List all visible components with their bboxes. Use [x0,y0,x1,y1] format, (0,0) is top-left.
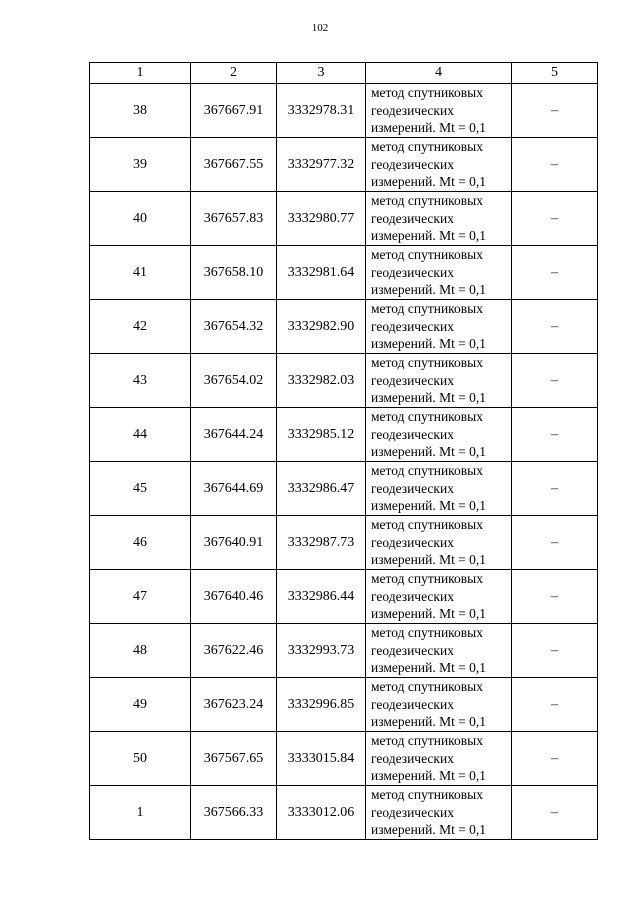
method-line: метод спутниковых [371,139,483,155]
method-line: измерений. Mt = 0,1 [371,228,487,244]
y-coordinate-cell: 3332982.90 [277,300,366,354]
table-row [90,192,598,246]
page-number: 102 [311,22,329,34]
method-cell [366,192,512,246]
method-line: геодезических [371,210,454,226]
method-line: геодезических [371,372,454,388]
method-line: измерений. Mt = 0,1 [371,552,487,568]
point-number-cell: 38 [90,84,191,138]
method-cell [366,138,512,192]
note-cell: – [512,192,598,246]
x-coordinate-cell: 367667.55 [191,138,277,192]
table-row [90,138,598,192]
method-line: метод спутниковых [371,625,483,641]
x-coordinate-cell: 367654.32 [191,300,277,354]
y-coordinate-cell: 3332993.73 [277,624,366,678]
point-number-cell: 47 [90,570,191,624]
method-line: геодезических [371,750,454,766]
method-cell [366,516,512,570]
method-line: измерений. Mt = 0,1 [371,606,487,622]
y-coordinate-cell: 3332978.31 [277,84,366,138]
header-cell-2: 2 [191,63,277,84]
note-cell: – [512,138,598,192]
method-cell [366,408,512,462]
method-line: метод спутниковых [371,301,483,317]
table-row [90,462,598,516]
method-line: метод спутниковых [371,679,483,695]
method-cell [366,354,512,408]
point-number-cell: 39 [90,138,191,192]
method-line: метод спутниковых [371,517,483,533]
method-line: метод спутниковых [371,463,483,479]
x-coordinate-cell: 367622.46 [191,624,277,678]
method-line: геодезических [371,264,454,280]
method-line: измерений. Mt = 0,1 [371,444,487,460]
note-cell: – [512,516,598,570]
point-number-cell: 41 [90,246,191,300]
point-number-cell: 40 [90,192,191,246]
point-number-cell: 49 [90,678,191,732]
table-row [90,570,598,624]
table-row [90,354,598,408]
note-cell: – [512,732,598,786]
point-number-cell: 1 [90,786,191,840]
y-coordinate-cell: 3332987.73 [277,516,366,570]
method-line: геодезических [371,588,454,604]
header-cell-4: 4 [366,63,512,84]
coordinates-table [89,62,598,840]
point-number-cell: 44 [90,408,191,462]
method-line: геодезических [371,480,454,496]
method-cell [366,624,512,678]
point-number-cell: 42 [90,300,191,354]
note-cell: – [512,624,598,678]
x-coordinate-cell: 367644.24 [191,408,277,462]
method-line: геодезических [371,642,454,658]
method-cell [366,84,512,138]
method-cell [366,678,512,732]
note-cell: – [512,462,598,516]
method-line: метод спутниковых [371,247,483,263]
y-coordinate-cell: 3332981.64 [277,246,366,300]
x-coordinate-cell: 367566.33 [191,786,277,840]
note-cell: – [512,354,598,408]
point-number-cell: 50 [90,732,191,786]
x-coordinate-cell: 367644.69 [191,462,277,516]
y-coordinate-cell: 3332986.44 [277,570,366,624]
method-cell [366,300,512,354]
x-coordinate-cell: 367654.02 [191,354,277,408]
method-cell [366,246,512,300]
x-coordinate-cell: 367640.91 [191,516,277,570]
table-body [90,84,598,840]
method-line: измерений. Mt = 0,1 [371,390,487,406]
note-cell: – [512,678,598,732]
method-line: метод спутниковых [371,85,483,101]
header-cell-3: 3 [277,63,366,84]
y-coordinate-cell: 3332985.12 [277,408,366,462]
method-line: метод спутниковых [371,571,483,587]
x-coordinate-cell: 367667.91 [191,84,277,138]
table-row [90,516,598,570]
header-cell-1: 1 [90,63,191,84]
note-cell: – [512,246,598,300]
note-cell: – [512,786,598,840]
x-coordinate-cell: 367640.46 [191,570,277,624]
header-row [90,63,598,84]
method-line: метод спутниковых [371,733,483,749]
method-line: геодезических [371,426,454,442]
method-line: измерений. Mt = 0,1 [371,282,487,298]
method-cell [366,786,512,840]
method-line: метод спутниковых [371,355,483,371]
method-line: измерений. Mt = 0,1 [371,498,487,514]
method-line: измерений. Mt = 0,1 [371,120,487,136]
table-row [90,246,598,300]
point-number-cell: 48 [90,624,191,678]
y-coordinate-cell: 3333012.06 [277,786,366,840]
y-coordinate-cell: 3332996.85 [277,678,366,732]
method-line: геодезических [371,156,454,172]
y-coordinate-cell: 3332986.47 [277,462,366,516]
y-coordinate-cell: 3333015.84 [277,732,366,786]
note-cell: – [512,570,598,624]
table-header [90,63,598,84]
x-coordinate-cell: 367657.83 [191,192,277,246]
table-row [90,84,598,138]
method-line: измерений. Mt = 0,1 [371,336,487,352]
method-cell [366,732,512,786]
method-line: измерений. Mt = 0,1 [371,714,487,730]
note-cell: – [512,84,598,138]
method-line: измерений. Mt = 0,1 [371,660,487,676]
method-line: измерений. Mt = 0,1 [371,768,487,784]
method-line: метод спутниковых [371,787,483,803]
x-coordinate-cell: 367567.65 [191,732,277,786]
method-line: геодезических [371,804,454,820]
method-line: геодезических [371,696,454,712]
y-coordinate-cell: 3332977.32 [277,138,366,192]
note-cell: – [512,408,598,462]
table-row [90,732,598,786]
point-number-cell: 43 [90,354,191,408]
table-row [90,300,598,354]
method-line: геодезических [371,102,454,118]
x-coordinate-cell: 367658.10 [191,246,277,300]
method-line: метод спутниковых [371,409,483,425]
note-cell: – [512,300,598,354]
method-line: геодезических [371,534,454,550]
y-coordinate-cell: 3332982.03 [277,354,366,408]
method-line: метод спутниковых [371,193,483,209]
method-line: геодезических [371,318,454,334]
point-number-cell: 46 [90,516,191,570]
y-coordinate-cell: 3332980.77 [277,192,366,246]
method-line: измерений. Mt = 0,1 [371,174,487,190]
point-number-cell: 45 [90,462,191,516]
method-cell [366,462,512,516]
method-line: измерений. Mt = 0,1 [371,822,487,838]
table-row [90,624,598,678]
method-cell [366,570,512,624]
table-row [90,786,598,840]
table-row [90,678,598,732]
x-coordinate-cell: 367623.24 [191,678,277,732]
header-cell-5: 5 [512,63,598,84]
table-row [90,408,598,462]
